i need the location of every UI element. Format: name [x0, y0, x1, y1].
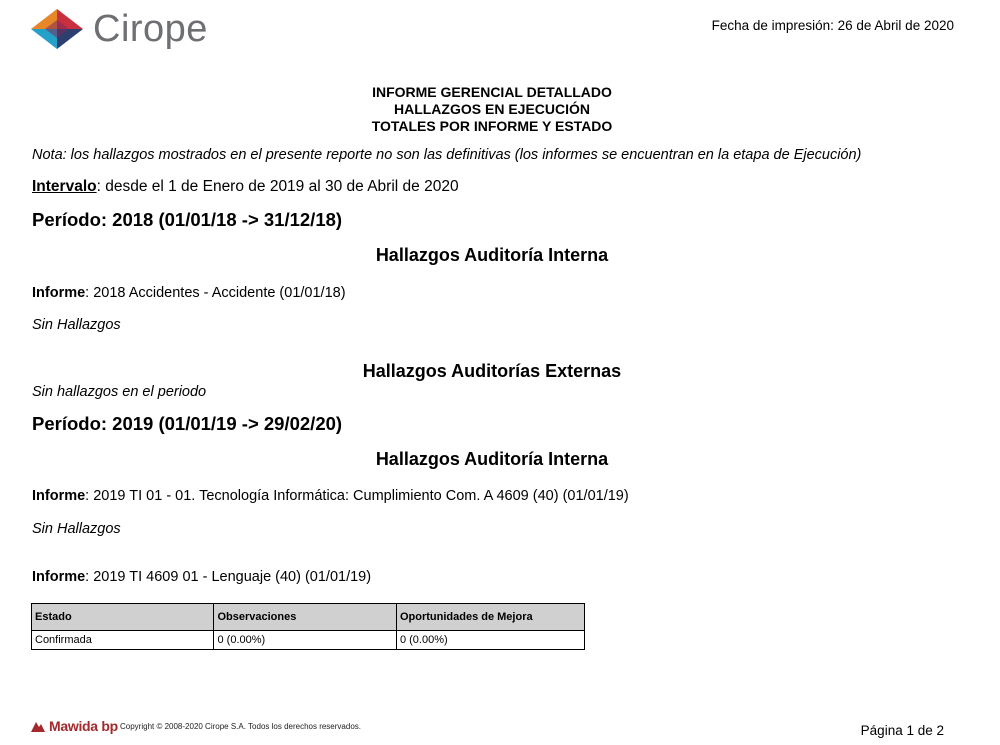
period-title-2019: Período: 2019 (01/01/19 -> 29/02/20) [32, 413, 343, 434]
cell-observaciones: 0 (0.00%) [214, 631, 396, 650]
informe-value: : 2018 Accidentes - Accidente (01/01/18) [85, 285, 346, 301]
informe-label: Informe [32, 285, 86, 301]
external-audit-heading-2018: Hallazgos Auditorías Externas [362, 361, 622, 381]
interval-value: : desde el 1 de Enero de 2019 al 30 de Abril de 2020 [96, 178, 459, 195]
mawida-logo [31, 718, 118, 734]
table-header-row [32, 604, 585, 631]
report-subtitle: HALLAZGOS EN EJECUCIÓN [393, 101, 590, 117]
cell-estado: Confirmada [32, 631, 214, 650]
cirope-logo [31, 8, 208, 50]
interval [32, 178, 459, 196]
findings-table [31, 603, 585, 650]
cell-oportunidades: 0 (0.00%) [396, 631, 584, 650]
report-subtitle-2: TOTALES POR INFORME Y ESTADO [371, 118, 613, 134]
period-title-2018: Período: 2018 (01/01/18 -> 31/12/18) [32, 209, 343, 230]
mawida-mountain-icon [31, 720, 45, 732]
informe-value: : 2019 TI 01 - 01. Tecnología Informática: Cumplimiento Com. A 4609 (40) (01/01/19) [85, 488, 629, 504]
external-empty-2018: Sin hallazgos en el periodo [32, 384, 207, 400]
informe-value: : 2019 TI 4609 01 - Lenguaje (40) (01/01/19) [85, 569, 372, 585]
no-findings-2019: Sin Hallazgos [32, 521, 121, 537]
informe-label: Informe [32, 569, 86, 585]
header-observaciones: Observaciones [214, 604, 396, 631]
internal-audit-heading-2018: Hallazgos Auditoría Interna [375, 245, 609, 265]
mawida-brand-text: Mawida bp [49, 718, 118, 734]
table-row [32, 631, 585, 650]
no-findings-2018: Sin Hallazgos [32, 317, 121, 333]
internal-audit-heading-2019: Hallazgos Auditoría Interna [375, 449, 609, 469]
print-date: Fecha de impresión: 26 de Abril de 2020 [711, 18, 954, 33]
informe-2018 [32, 285, 346, 301]
copyright: Copyright © 2008-2020 Cirope S.A. Todos los derechos reservados. [120, 722, 361, 731]
cirope-logo-mark-icon [31, 9, 83, 49]
interval-label: Intervalo [32, 178, 97, 195]
informe-2019-2 [32, 569, 371, 585]
informe-label: Informe [32, 488, 86, 504]
header-estado: Estado [32, 604, 214, 631]
report-note: Nota: los hallazgos mostrados en el presente reporte no son las definitivas (los informes se encuentran en la etapa de Ejecución) [32, 147, 862, 163]
page-number: Página 1 de 2 [860, 723, 944, 738]
informe-2019-1 [32, 488, 629, 504]
header-oportunidades: Oportunidades de Mejora [396, 604, 584, 631]
report-title: INFORME GERENCIAL DETALLADO [372, 84, 612, 100]
report-titles [0, 84, 984, 135]
logo-text: Cirope [93, 8, 208, 50]
